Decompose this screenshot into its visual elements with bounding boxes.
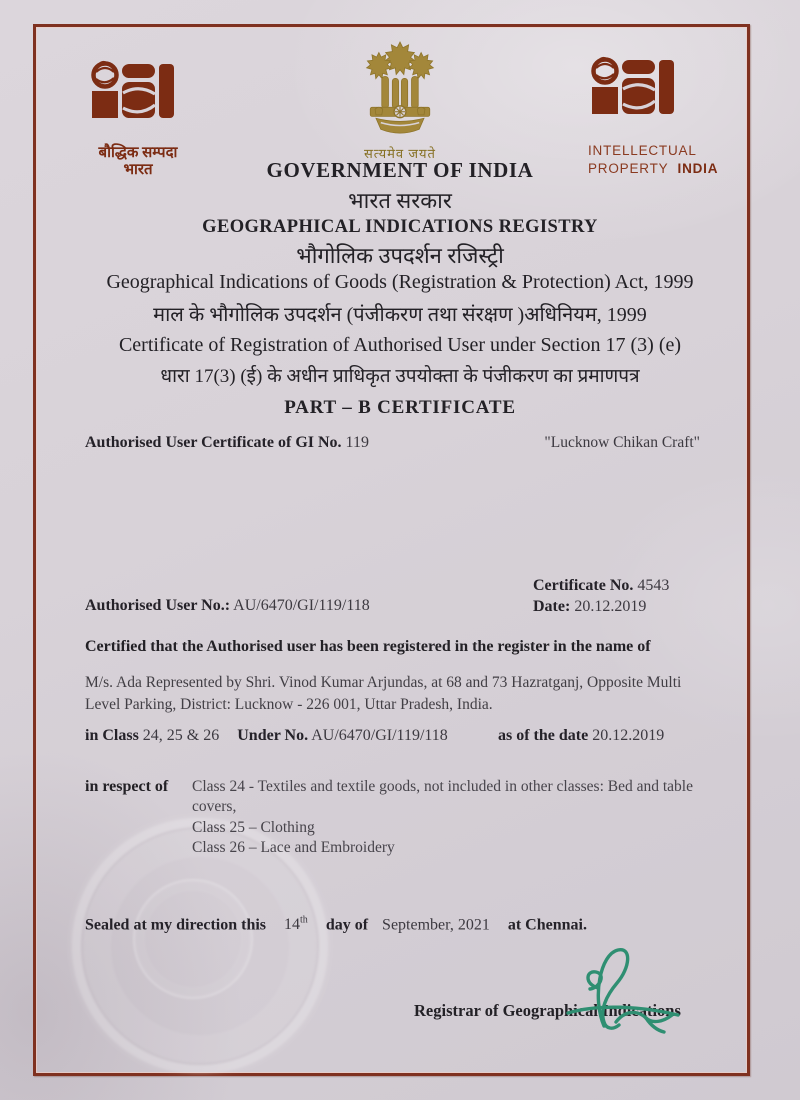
registered-holder-line2: Level Parking, District: Lucknow - 226 001, Uttar Pradesh, India. [85, 696, 493, 713]
certificate-date: Date: 20.12.2019 [533, 597, 647, 615]
act-title-hindi: माल के भौगोलिक उपदर्शन (पंजीकरण तथा संरक्षण )अधिनियम, 1999 [153, 304, 647, 326]
registered-holder [85, 672, 715, 716]
registry-title-hindi: भौगोलिक उपदर्शन रजिस्ट्री [296, 243, 504, 268]
certificate-number-block [533, 576, 669, 618]
class-24-line1: Class 24 - Textiles and textile goods, not included in other classes: Bed and table [192, 778, 693, 795]
act-title: Geographical Indications of Goods (Registration & Protection) Act, 1999 [106, 271, 694, 293]
emblem-motto: सत्यमेव जयते [364, 146, 436, 161]
certificate-number: Certificate No. 4543 [533, 577, 670, 594]
registrar-signature-icon [556, 938, 686, 1038]
certificate-title-hindi: धारा 17(3) (ई) के अधीन प्राधिकृत उपयोक्ता के पंजीकरण का प्रमाणपत्र [160, 366, 640, 387]
as-of-date: as of the date 20.12.2019 [498, 727, 665, 744]
class-descriptions [192, 777, 712, 859]
class-row [85, 727, 740, 745]
part-b-title: PART – B CERTIFICATE [284, 397, 516, 418]
sealed-statement: Sealed at my direction this 14th day of September, 2021 at Chennai. [85, 915, 587, 934]
government-title: GOVERNMENT OF INDIA [266, 158, 534, 182]
ip-india-caption-english: INTELLECTUAL PROPERTY INDIA [588, 143, 719, 177]
sealed-day: 14th [284, 915, 308, 934]
ashoka-lion-capital-icon [352, 125, 448, 142]
in-class: in Class 24, 25 & 26 [85, 727, 220, 744]
gi-number: Authorised User Certificate of GI No. 119 [85, 434, 369, 451]
authorised-user-number: Authorised User No.: AU/6470/GI/119/118 [85, 597, 370, 614]
ip-india-logo-icon [88, 125, 188, 142]
class-25: Class 25 – Clothing [192, 818, 315, 836]
ip-india-logo-icon [588, 121, 688, 138]
government-title-hindi: भारत सरकार [348, 188, 452, 213]
under-no: Under No. AU/6470/GI/119/118 [237, 727, 448, 744]
in-respect-of-label: in respect of [85, 778, 169, 795]
ip-india-caption-hindi: बौद्धिक सम्पदा भारत [98, 145, 178, 179]
class-26: Class 26 – Lace and Embroidery [192, 839, 395, 857]
registered-holder-line1: M/s. Ada Represented by Shri. Vinod Kumar Arjundas, at 68 and 73 Hazratganj, Opposite Multi [85, 674, 682, 691]
registrar-title: Registrar of Geographical Indications [414, 1001, 681, 1020]
sealed-month: September, 2021 [382, 916, 490, 934]
certificate-title: Certificate of Registration of Authorised User under Section 17 (3) (e) [118, 334, 682, 356]
certified-statement: Certified that the Authorised user has been registered in the register in the name of [85, 638, 651, 655]
sealed-place: at Chennai. [507, 916, 587, 934]
gi-name: "Lucknow Chikan Craft" [544, 434, 700, 451]
gi-number-row [85, 434, 700, 452]
state-emblem-of-india [322, 40, 478, 162]
registry-title: GEOGRAPHICAL INDICATIONS REGISTRY [202, 217, 598, 237]
class-24-line2: covers, [192, 798, 237, 816]
